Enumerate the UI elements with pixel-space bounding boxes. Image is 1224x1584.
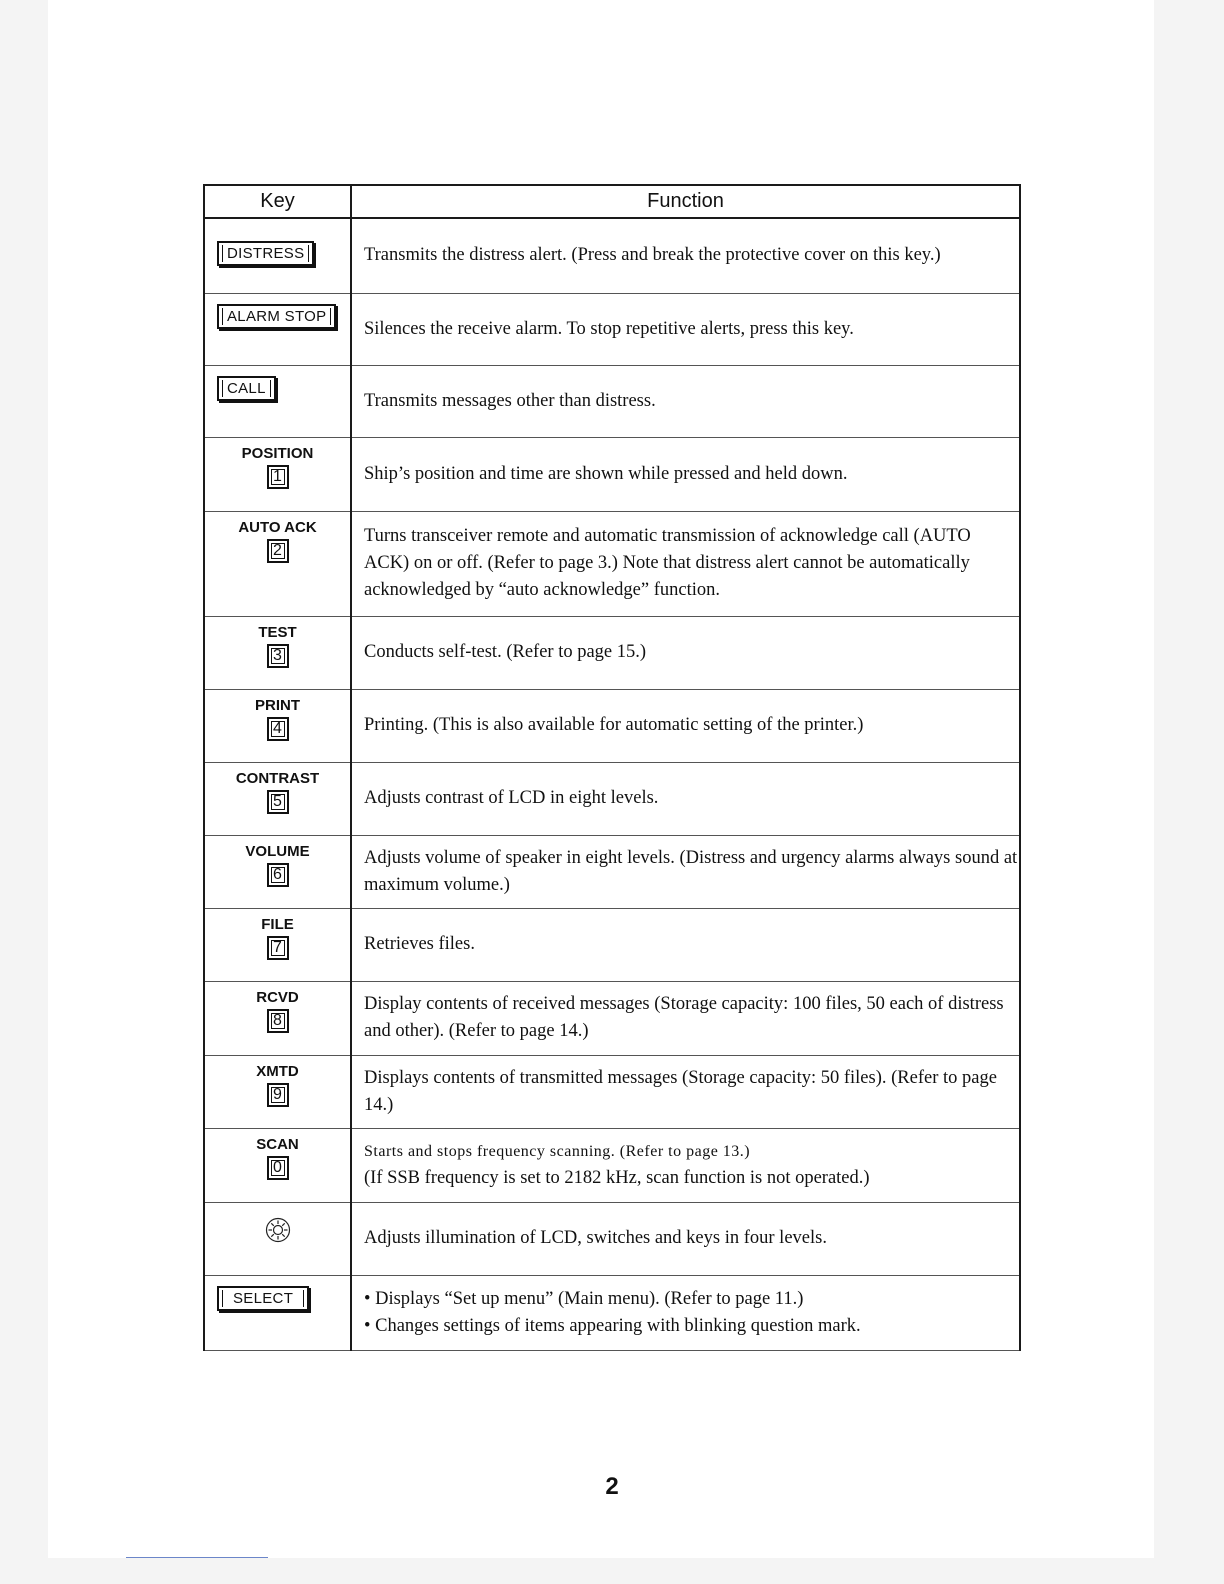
key-function-table <box>203 184 1021 1351</box>
function-text: Displays contents of transmitted messages (Storage capacity: 50 files). (Refer to page 14.) <box>351 1055 1020 1128</box>
footer-rule <box>126 1557 268 1558</box>
function-text: Transmits messages other than distress. <box>351 365 1020 437</box>
function-text <box>351 1128 1020 1202</box>
function-line: Starts and stops frequency scanning. (Refer to page 13.) <box>364 1143 751 1160</box>
header-function: Function <box>351 185 1020 218</box>
function-text: Conducts self-test. (Refer to page 15.) <box>351 616 1020 689</box>
function-line: (If SSB frequency is set to 2182 kHz, scan function is not operated.) <box>364 1168 870 1188</box>
function-text: Ship’s position and time are shown while pressed and held down. <box>351 437 1020 511</box>
function-line: • Changes settings of items appearing with blinking question mark. <box>364 1315 861 1336</box>
key-label-test: TEST <box>258 623 297 641</box>
table-row <box>204 762 1020 835</box>
alarm-stop-key: ALARM STOP <box>217 304 336 329</box>
key-label-print: PRINT <box>255 696 300 714</box>
function-text: Silences the receive alarm. To stop repetitive alerts, press this key. <box>351 293 1020 365</box>
table-row <box>204 1128 1020 1202</box>
table-row <box>204 616 1020 689</box>
header-key: Key <box>204 185 351 218</box>
key-label-xmtd: XMTD <box>256 1062 299 1080</box>
key-label-contrast: CONTRAST <box>235 769 320 787</box>
page-margin-right <box>1154 0 1224 1584</box>
function-line: • Displays “Set up menu” (Main menu). (Refer to page 11.) <box>364 1288 804 1309</box>
function-text: Turns transceiver remote and automatic transmission of acknowledge call (AUTO ACK) on or off. (Refer to page 3.) Note that distress alert cannot be automatically acknowledged by “auto acknowledge” function. <box>351 511 1020 616</box>
table-row <box>204 365 1020 437</box>
key-3: 3 <box>267 644 289 668</box>
key-2: 2 <box>267 539 289 563</box>
key-0: 0 <box>267 1156 289 1180</box>
key-5: 5 <box>267 790 289 814</box>
function-text: Display contents of received messages (Storage capacity: 100 files, 50 each of distress and other). (Refer to page 14.) <box>351 981 1020 1055</box>
key-label-rcvd: RCVD <box>256 988 299 1006</box>
key-7: 7 <box>267 936 289 960</box>
table-row <box>204 218 1020 293</box>
key-1: 1 <box>267 465 289 489</box>
table-row <box>204 1055 1020 1128</box>
table-row <box>204 1275 1020 1350</box>
key-label-position: POSITION <box>241 444 314 462</box>
function-text <box>351 1275 1020 1350</box>
table-row <box>204 293 1020 365</box>
key-label-auto-ack: AUTO ACK <box>238 518 317 536</box>
page-margin-left <box>0 0 48 1584</box>
function-text: Transmits the distress alert. (Press and break the protective cover on this key.) <box>351 218 1020 293</box>
key-label-scan: SCAN <box>256 1135 299 1153</box>
table-row <box>204 689 1020 762</box>
table-row <box>204 511 1020 616</box>
table-row <box>204 981 1020 1055</box>
function-text: Adjusts illumination of LCD, switches and keys in four levels. <box>351 1202 1020 1275</box>
key-8: 8 <box>267 1009 289 1033</box>
key-label-file: FILE <box>261 915 294 933</box>
key-4: 4 <box>267 717 289 741</box>
key-6: 6 <box>267 863 289 887</box>
call-key: CALL <box>217 376 276 401</box>
table-row <box>204 1202 1020 1275</box>
dimmer-icon <box>265 1217 291 1243</box>
page-number: 2 <box>605 1473 619 1500</box>
table-header-row <box>204 185 1020 218</box>
function-text: Printing. (This is also available for automatic setting of the printer.) <box>351 689 1020 762</box>
distress-key: DISTRESS <box>217 241 314 266</box>
table-row <box>204 908 1020 981</box>
select-key: SELECT <box>217 1286 309 1311</box>
key-label-volume: VOLUME <box>245 842 310 860</box>
table-row <box>204 835 1020 908</box>
table-row <box>204 437 1020 511</box>
function-text: Retrieves files. <box>351 908 1020 981</box>
function-text: Adjusts volume of speaker in eight levels. (Distress and urgency alarms always sound at maximum volume.) <box>351 835 1020 908</box>
function-text: Adjusts contrast of LCD in eight levels. <box>351 762 1020 835</box>
key-9: 9 <box>267 1083 289 1107</box>
page-margin-bottom <box>0 1558 1224 1584</box>
